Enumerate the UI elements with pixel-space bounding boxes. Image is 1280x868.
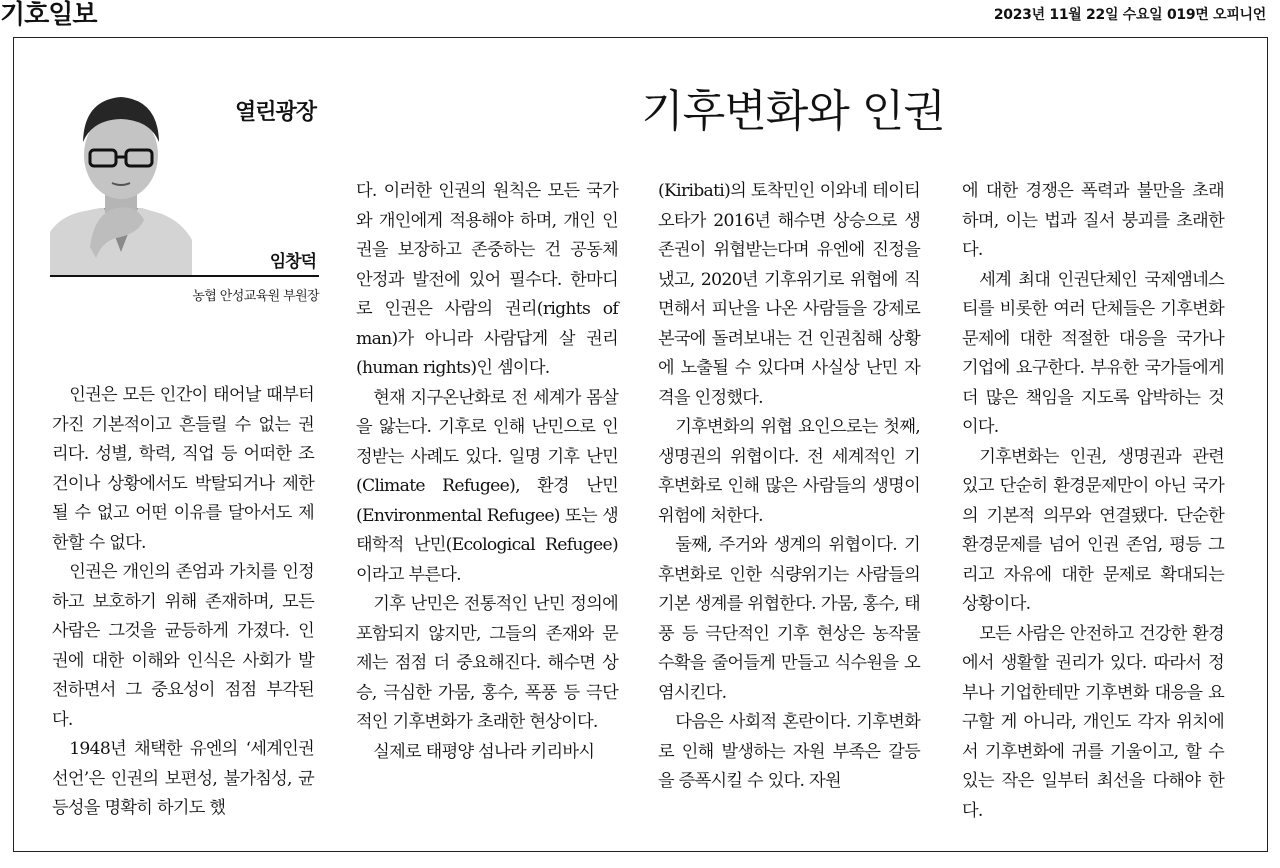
paragraph-continued: (Kiribati)의 토착민인 이와네 테이티오타가 2016년 해수면 상승으로 생존권이 위협받는다며 유엔에 진정을 냈고, 2020년 기후위기로 위협에 직면해서 피난을 나온 사람들을 강제로 본국에 돌려보내는 건 인권침해 상황에 노출될 수 있다며 사실상 난민 자격을 인정했다. bbox=[658, 181, 920, 408]
article-column-4 bbox=[962, 177, 1224, 826]
paragraph-continued: 에 대한 경쟁은 폭력과 불만을 초래하며, 이는 법과 질서 붕괴를 초래한다. bbox=[962, 181, 1224, 260]
paragraph: 인권은 모든 인간이 태어날 때부터 가진 기본적이고 흔들릴 수 없는 권리다. 성별, 학력, 직업 등 어떠한 조건이나 상황에서도 박탈되거나 제한될 수 없고 어떤 이유를 달아서도 제한할 수 없다. bbox=[52, 385, 314, 553]
paragraph: 다음은 사회적 혼란이다. 기후변화로 인해 발생하는 자원 부족은 갈등을 증폭시킬 수 있다. 자원 bbox=[658, 712, 920, 791]
headline: 기후변화와 인권 bbox=[641, 86, 945, 137]
section-label: 열린광장 bbox=[234, 100, 316, 125]
paragraph: 기후 난민은 전통적인 난민 정의에 포함되지 않지만, 그들의 존재와 문제는 점점 더 중요해진다. 해수면 상승, 극심한 가뭄, 홍수, 폭풍 등 극단적인 기후변화가 초래한 현상이다. bbox=[356, 594, 618, 732]
author-title: 농협 안성교육원 부원장 bbox=[192, 289, 319, 304]
paragraph: 실제로 태평양 섬나라 키리바시 bbox=[373, 741, 595, 762]
paragraph: 기후변화는 인권, 생명권과 관련 있고 단순히 환경문제만이 아닌 국가의 기본적 의무와 연결됐다. 단순한 환경문제를 넘어 인권 존엄, 평등 그리고 자유에 대한 문제로 확대되는 상황이다. bbox=[962, 446, 1224, 614]
author-name: 임창덕 bbox=[269, 252, 316, 272]
author-photo bbox=[50, 82, 192, 276]
author-divider bbox=[50, 275, 319, 277]
paragraph: 모든 사람은 안전하고 건강한 환경에서 생활할 권리가 있다. 따라서 정부나 기업한테만 기후변화 대응을 요구할 게 아니라, 개인도 각자 위치에서 기후변화에 귀를 기울이고, 할 수 있는 작은 일부터 최선을 다해야 한다. bbox=[962, 623, 1224, 821]
paragraph: 현재 지구온난화로 전 세계가 몸살을 앓는다. 기후로 인해 난민으로 인정받는 사례도 있다. 일명 기후 난민(Climate Refugee), 환경 난민(Environmental Refugee) 또는 생태학적 난민(Ecological Refugee)이라고 부른다. bbox=[356, 387, 618, 585]
paragraph: 둘째, 주거와 생계의 위협이다. 기후변화로 인한 식량위기는 사람들의 기본 생계를 위협한다. 가뭄, 홍수, 태풍 등 극단적인 기후 현상은 농작물 수확을 줄어들게 만들고 식수원을 오염시킨다. bbox=[658, 535, 920, 703]
paragraph: 인권은 개인의 존엄과 가치를 인정하고 보호하기 위해 존재하며, 모든 사람은 그것을 균등하게 가졌다. 인권에 대한 이해와 인식은 사회가 발전하면서 그 중요성이 점점 부각된다. bbox=[52, 562, 314, 730]
paragraph: 1948년 채택한 유엔의 ‘세계인권선언’은 인권의 보편성, 불가침성, 균등성을 명확히 하기도 했 bbox=[52, 739, 314, 818]
article-column-3 bbox=[658, 177, 920, 797]
article-column-2 bbox=[356, 177, 618, 767]
paragraph: 세계 최대 인권단체인 국제앰네스티를 비롯한 여러 단체들은 기후변화 문제에 대한 적절한 대응을 국가나 기업에 요구한다. 부유한 국가들에게 더 많은 책임을 지도록 압박하는 것이다. bbox=[962, 269, 1224, 437]
dateline: 2023년 11월 22일 수요일 019면 오피니언 bbox=[993, 7, 1266, 23]
paragraph-continued: 다. 이러한 인권의 원칙은 모든 국가와 개인에게 적용해야 하며, 개인 인권을 보장하고 존중하는 건 공동체 안정과 발전에 있어 필수다. 한마디로 인권은 사람의 권리(rights of man)가 아니라 사람답게 살 권리(human rights)인 셈이다. bbox=[356, 181, 618, 378]
newspaper-masthead: 기호일보 bbox=[0, 0, 97, 30]
article-column-1 bbox=[52, 381, 314, 824]
paragraph: 기후변화의 위협 요인으로는 첫째, 생명권의 위협이다. 전 세계적인 기후변화로 인해 많은 사람들의 생명이 위험에 처한다. bbox=[658, 417, 920, 526]
